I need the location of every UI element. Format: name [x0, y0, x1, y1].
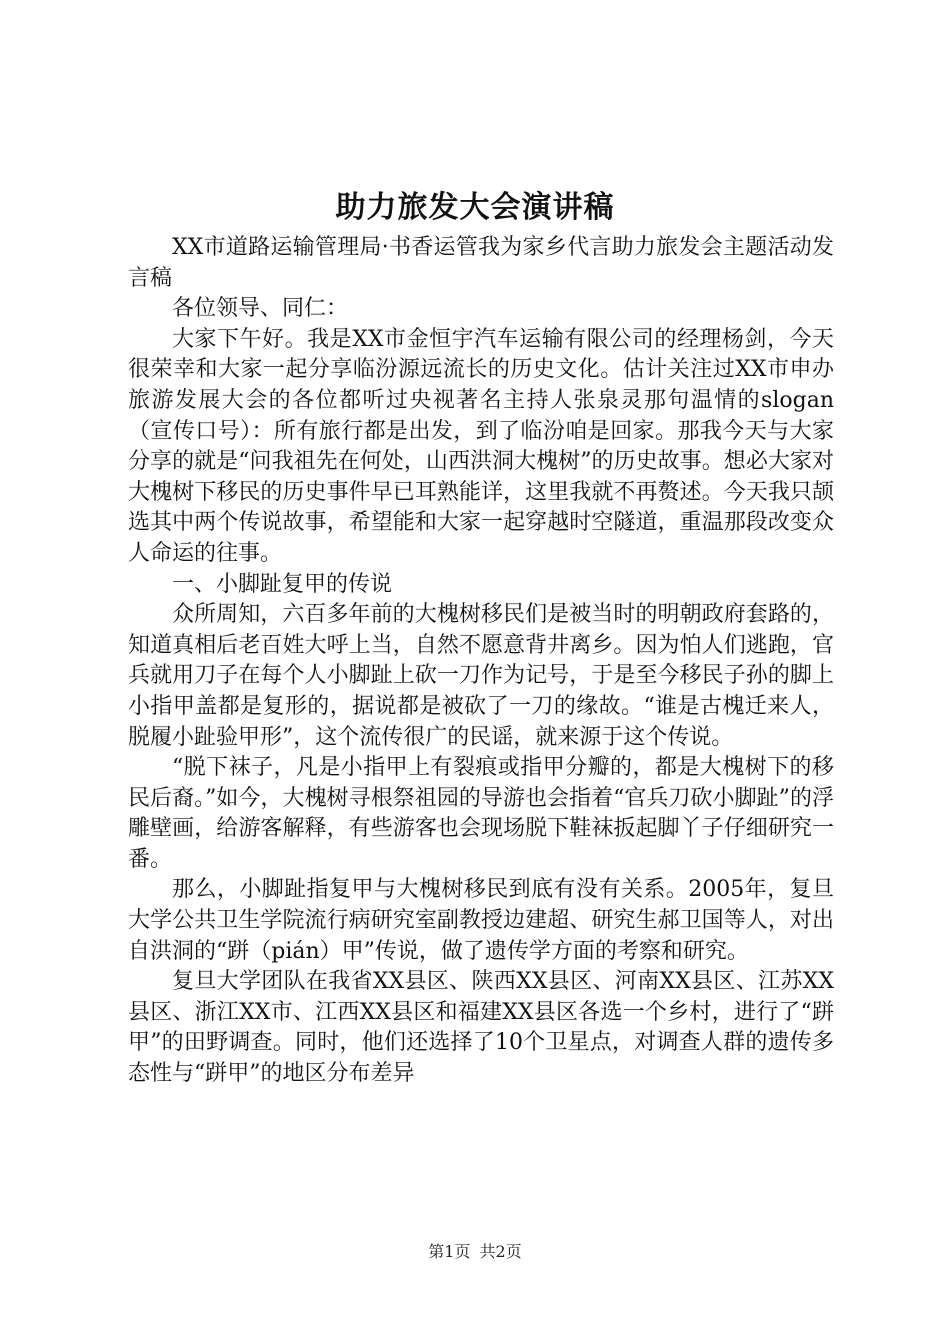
paragraph-survey: 复旦大学团队在我省XX县区、陕西XX县区、河南XX县区、江苏XX县区、浙江XX市、江西XX县区和福建XX县区各选一个乡村，进行了“跰甲”的田野调查。同时，他们还选择了10个卫星点，对调查人群的遗传多态性与“跰甲”的地区分布差异: [128, 969, 834, 1087]
paragraph-legend: 众所周知，六百多年前的大槐树移民们是被当时的明朝政府套路的，知道真相后老百姓大呼上当，自然不愿意背井离乡。因为怕人们逃跑，官兵就用刀子在每个人小脚趾上砍一刀作为记号，于是至今移民子孙的脚上小指甲盖都是复形的，据说都是被砍了一刀的缘故。“谁是古槐迁来人，脱履小趾验甲形”，这个流传很广的民谣，就来源于这个传说。: [128, 602, 834, 750]
document-body: [128, 233, 834, 1090]
paragraph-subtitle: XX市道路运输管理局·书香运管我为家乡代言助力旅发会主题活动发言稿: [128, 235, 834, 291]
page-footer: [0, 1240, 950, 1264]
paragraph-quote: “脱下袜子，凡是小指甲上有裂痕或指甲分瓣的，都是大槐树下的移民后裔。”如今，大槐树寻根祭祖园的导游也会指着“官兵刀砍小脚趾”的浮雕壁画，给游客解释，有些游客也会现场脱下鞋袜扳起脚丫子仔细研究一番。: [128, 755, 834, 872]
page-number: 第1页: [428, 1242, 471, 1261]
paragraph-salutation: 各位领导、同仁：: [172, 296, 349, 322]
paragraph-intro: 大家下午好。我是XX市金恒宇汽车运输有限公司的经理杨剑，今天很荣幸和大家一起分享临汾源远流长的历史文化。估计关注过XX市申办旅游发展大会的各位都听过央视著名主持人张泉灵那句温情的slogan（宣传口号）：所有旅行都是出发，到了临汾咱是回家。那我今天与大家分享的就是“问我祖先在何处，山西洪洞大槐树”的历史故事。想必大家对大槐树下移民的历史事件早已耳熟能详，这里我就不再赘述。今天我只颉选其中两个传说故事，希望能和大家一起穿越时空隧道，重温那段改变众人命运的往事。: [128, 326, 834, 566]
page-total: 共2页: [479, 1242, 522, 1261]
paragraph-research: 那么，小脚趾指复甲与大槐树移民到底有没有关系。2005年，复旦大学公共卫生学院流行病研究室副教授边建超、研究生郝卫国等人，对出自洪洞的“跰（pián）甲”传说，做了遗传学方面的考察和研究。: [128, 877, 834, 964]
section-heading-1: 一、小脚趾复甲的传说: [172, 571, 393, 597]
document-title: 助力旅发大会演讲稿: [335, 190, 615, 225]
